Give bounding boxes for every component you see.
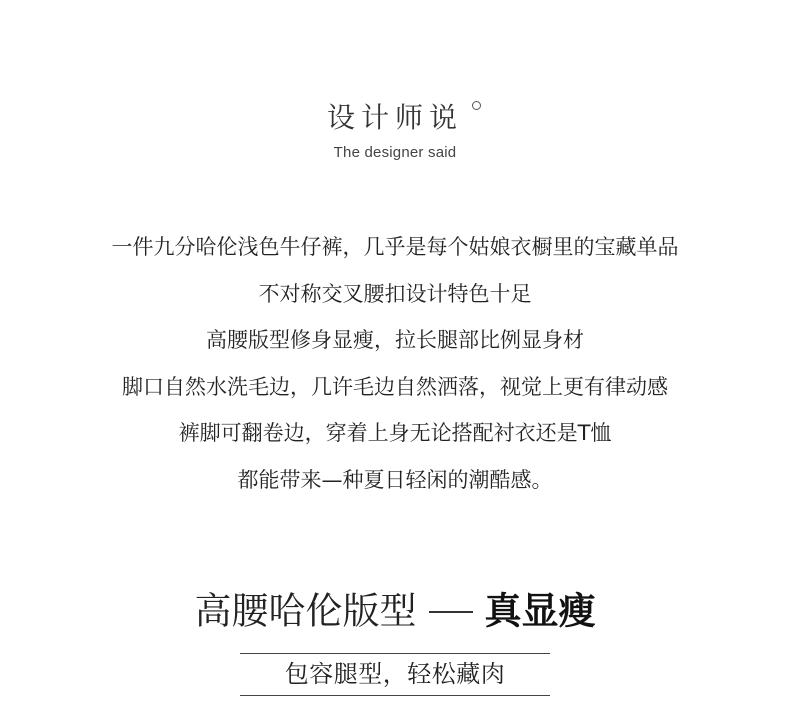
feature-tagline: 包容腿型，轻松藏肉 (240, 653, 550, 696)
section-title-text: 设计师说 (326, 101, 463, 134)
feature-headline-emphasis: 真显瘦 (484, 589, 596, 633)
circle-ornament-icon (472, 101, 481, 110)
section-header (0, 98, 790, 161)
description-block (0, 227, 790, 506)
feature-headline-left: 高腰哈伦版型 (194, 589, 417, 633)
description-line: 高腰版型修身显瘦，拉长腿部比例显身材 (206, 328, 584, 352)
description-line: 裤脚可翻卷边，穿着上身无论搭配衬衣还是T恤 (178, 421, 612, 445)
description-line: 不对称交叉腰扣设计特色十足 (258, 281, 532, 306)
description-line: 一件九分哈伦浅色牛仔裤，几乎是每个姑娘衣橱里的宝藏单品 (111, 235, 679, 259)
dash-divider (429, 611, 473, 613)
description-line: 脚口自然水洗毛边，几许毛边自然洒落，视觉上更有律动感 (122, 374, 668, 399)
feature-headline (0, 586, 790, 637)
description-line: 都能带来—种夏日轻闲的潮酷感。 (237, 467, 553, 492)
section-title (327, 98, 463, 138)
section-subtitle: The designer said (333, 144, 457, 161)
